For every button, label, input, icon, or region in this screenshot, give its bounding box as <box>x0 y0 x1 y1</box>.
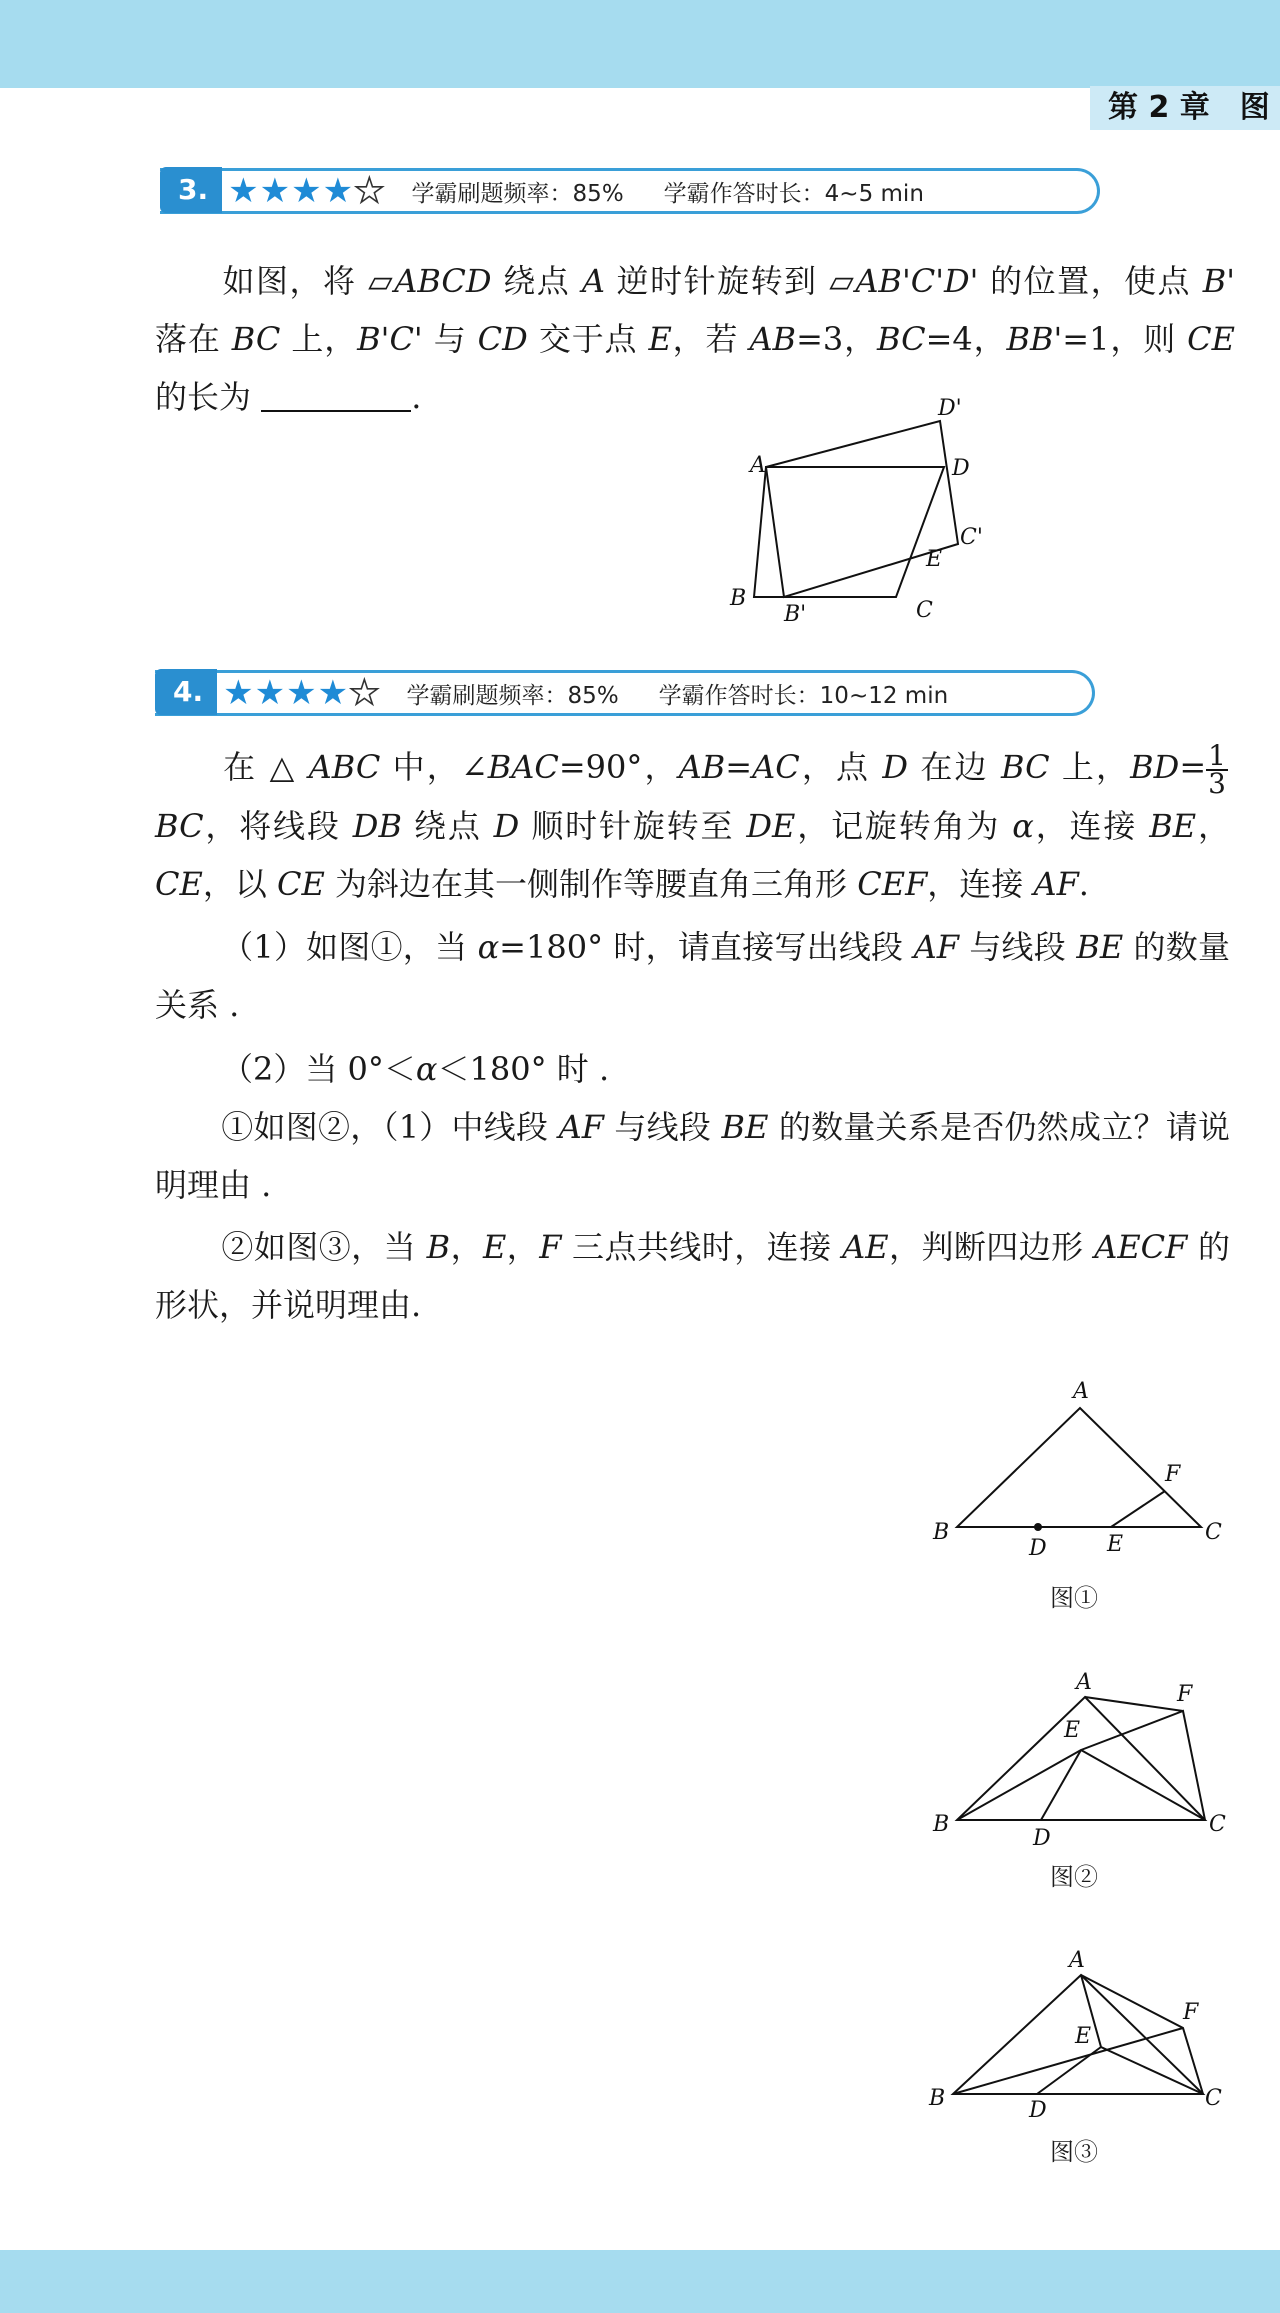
star-filled-icon: ★ <box>291 171 322 211</box>
figure-3 <box>925 1945 1235 2125</box>
label-d: D <box>1029 2098 1047 2123</box>
q4-part-2: （2）当 0°＜α＜180° 时 . <box>221 1050 610 1088</box>
top-band <box>0 0 1280 88</box>
star-filled-icon: ★ <box>228 171 259 211</box>
star-filled-icon: ★ <box>259 171 291 211</box>
label-c: C <box>1209 1812 1226 1837</box>
label-f: F <box>1177 1682 1193 1707</box>
q3-frequency: 学霸刷题频率：85% <box>411 180 624 207</box>
label-b: B <box>933 1520 950 1545</box>
point-d <box>1034 1523 1042 1531</box>
label-d: D <box>1029 1536 1047 1555</box>
label-b: B <box>730 586 747 611</box>
label-e: E <box>926 547 943 572</box>
q4-part-1: （1）如图①，当 α=180° 时，请直接写出线段 AF 与线段 BE 的数量关系 . <box>155 928 1230 1024</box>
q4-time: 学霸作答时长：10~12 min <box>658 682 949 709</box>
label-c: C <box>1205 1520 1222 1545</box>
label-f: F <box>1183 2000 1199 2025</box>
label-e: E <box>1075 2024 1092 2049</box>
label-d: D <box>952 456 970 481</box>
q3-header <box>160 168 1100 214</box>
star-empty-icon: ★ <box>349 673 380 713</box>
q3-figure <box>720 395 1010 630</box>
parallelogram-icon: ▱ <box>829 262 856 300</box>
q3-time: 学霸作答时长：4~5 min <box>663 180 924 207</box>
star-filled-icon: ★ <box>322 171 354 211</box>
q4-number: 4. <box>155 669 217 715</box>
label-c: C <box>1205 2086 1222 2111</box>
bottom-band <box>0 2250 1280 2313</box>
q4-part-2-1: ①如图②，（1）中线段 AF 与线段 BE 的数量关系是否仍然成立？请说明理由 . <box>155 1108 1230 1204</box>
star-filled-icon: ★ <box>223 673 254 713</box>
q4-part-2-2: ②如图③，当 B，E，F 三点共线时，连接 AE，判断四边形 AECF 的形状，并说明理由. <box>155 1228 1230 1324</box>
parallelogram-icon: ▱ <box>368 262 395 300</box>
star-filled-icon: ★ <box>317 673 349 713</box>
label-f: F <box>1165 1462 1181 1487</box>
label-a: A <box>1073 1379 1089 1404</box>
chapter-tab: 第 2 章 图 <box>1090 86 1280 130</box>
star-filled-icon: ★ <box>254 673 286 713</box>
figure-3-caption: 图③ <box>1050 2138 1098 2166</box>
label-d: D <box>1033 1826 1051 1851</box>
label-c: C <box>916 598 933 623</box>
q4-stars <box>223 673 380 713</box>
label-e: E <box>1064 1718 1081 1743</box>
figure-2-caption: 图② <box>1050 1863 1098 1891</box>
label-a: A <box>1076 1670 1092 1695</box>
q4-frequency: 学霸刷题频率：85% <box>406 682 619 709</box>
star-empty-icon: ★ <box>354 171 385 211</box>
label-b: B <box>933 1812 950 1837</box>
label-a: A <box>1069 1948 1085 1973</box>
label-d1: D' <box>938 396 962 421</box>
answer-blank[interactable] <box>261 380 411 412</box>
q3-number: 3. <box>160 167 222 213</box>
figure-1-caption: 图① <box>1050 1584 1098 1612</box>
figure-1 <box>925 1375 1235 1555</box>
fraction-one-third: $\frac{1}{3}$ <box>1208 738 1226 800</box>
q4-paragraph-1: 在 △ ABC 中，∠BAC=90°，AB=AC，点 D 在边 BC 上，BD= $\frac{1}{3}$ BC，将线段 DB 绕点 D 顺时针旋转至 DE，记旋转角为 α，连接 BE，CE，以 CE 为斜边在其一侧制作等腰直角三角形 CEF，连接 AF. <box>155 738 1230 903</box>
figure-2 <box>925 1665 1235 1865</box>
label-b1: B' <box>784 602 807 627</box>
q4-header <box>155 670 1095 716</box>
q3-text: 如图，将 ▱ABCD 绕点 A 逆时针旋转到 ▱AB'C'D' 的位置，使点 B' 落在 BC 上，B'C' 与 CD 交于点 E，若 AB=3，BC=4，BB'=1，则 CE 的长为 . <box>155 262 1236 416</box>
label-c1: C' <box>960 525 983 550</box>
q3-stars <box>228 171 385 211</box>
label-e: E <box>1107 1532 1124 1555</box>
label-b: B <box>929 2086 946 2111</box>
label-a: A <box>750 453 766 478</box>
star-filled-icon: ★ <box>286 673 317 713</box>
